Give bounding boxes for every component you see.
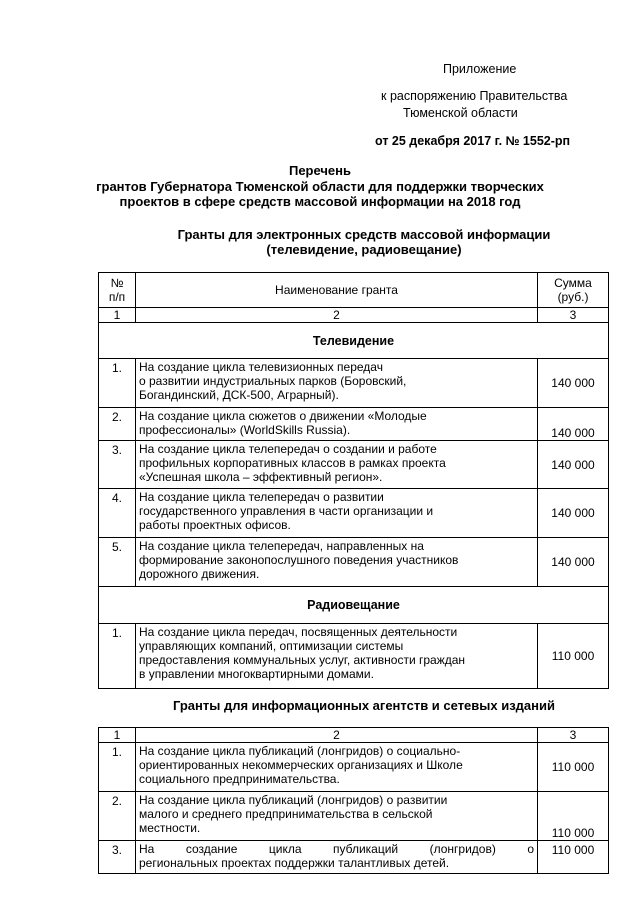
column-header-sum: Сумма (руб.) — [538, 273, 609, 308]
table-row — [99, 538, 609, 587]
row-number: 1. — [99, 359, 136, 408]
column-index-row — [99, 728, 609, 743]
grant-name: На создание цикла сюжетов о движении «Молодые профессионалы» (WorldSkills Russia). — [136, 408, 538, 441]
grant-name-line2: региональных проектах поддержки талантливых детей. — [139, 856, 450, 870]
decree-reference-line1: к распоряжению Правительства — [381, 89, 568, 103]
section-title-radio: Радиовещание — [99, 587, 609, 624]
grant-name — [136, 841, 538, 874]
column-index-row — [99, 308, 609, 323]
column-index: 1 — [99, 728, 136, 743]
table-row — [99, 359, 609, 408]
row-number: 1. — [99, 743, 136, 792]
table-row — [99, 624, 609, 689]
grant-sum: 110 000 — [538, 841, 609, 874]
table-row — [99, 408, 609, 441]
section2-heading: Гранты для информационных агентств и сетевых изданий — [172, 698, 555, 713]
grant-sum: 140 000 — [538, 441, 609, 489]
grant-name: На создание цикла публикаций (лонгридов) о развитии малого и среднего предпринимательства в сельской местности. — [136, 792, 538, 841]
grant-name-line1: На создание цикла публикаций (лонгридов) о — [139, 842, 534, 856]
column-header-name: Наименование гранта — [136, 273, 538, 308]
row-number: 4. — [99, 489, 136, 538]
table-row — [99, 743, 609, 792]
column-index: 2 — [136, 728, 538, 743]
table-row — [99, 441, 609, 489]
grant-sum: 140 000 — [538, 408, 609, 441]
grant-sum: 110 000 — [538, 743, 609, 792]
grant-name: На создание цикла телепередач о развитии государственного управления в части организации и работы проектных офисов. — [136, 489, 538, 538]
section-row-radio — [99, 587, 609, 624]
row-number: 5. — [99, 538, 136, 587]
section-title-television: Телевидение — [99, 323, 609, 359]
appendix-label: Приложение — [443, 62, 517, 76]
row-number: 3. — [99, 841, 136, 874]
grant-sum: 140 000 — [538, 489, 609, 538]
row-number: 1. — [99, 624, 136, 689]
decree-date: от 25 декабря 2017 г. № 1552-рп — [375, 134, 571, 148]
grant-sum: 110 000 — [538, 792, 609, 841]
row-number: 2. — [99, 792, 136, 841]
table-row — [99, 489, 609, 538]
grant-name: На создание цикла публикаций (лонгридов) о социально- ориентированных некоммерческих организациях и Школе социального предпринимательства. — [136, 743, 538, 792]
column-header-number: № п/п — [99, 273, 136, 308]
section1-heading-line2: (телевидение, радиовещание) — [266, 242, 462, 257]
row-number: 3. — [99, 441, 136, 489]
row-number: 2. — [99, 408, 136, 441]
column-index: 3 — [538, 728, 609, 743]
section1-heading-line1: Гранты для электронных средств массовой информации — [177, 227, 551, 242]
grants-table-electronic-media — [98, 272, 609, 689]
table-row — [99, 841, 609, 874]
grant-name: На создание цикла передач, посвященных деятельности управляющих компаний, оптимизации системы предоставления коммунальных услуг, активности граждан в управлении многоквартирными домами. — [136, 624, 538, 689]
column-index: 3 — [538, 308, 609, 323]
grant-sum: 140 000 — [538, 359, 609, 408]
grant-name: На создание цикла телевизионных передач о развитии индустриальных парков (Боровский, Богандинский, ДСК-500, Аграрный). — [136, 359, 538, 408]
decree-reference-line2: Тюменской области — [403, 106, 518, 120]
column-index: 2 — [136, 308, 538, 323]
grant-sum: 110 000 — [538, 624, 609, 689]
section-row-television — [99, 323, 609, 359]
grant-sum: 140 000 — [538, 538, 609, 587]
document-title-line1: Перечень — [288, 163, 352, 178]
document-title-line3: проектов в сфере средств массовой информации на 2018 год — [119, 194, 521, 209]
grant-name: На создание цикла телепередач о создании и работе профильных корпоративных классов в рамках проекта «Успешная школа – эффективный регион». — [136, 441, 538, 489]
document-title-line2: грантов Губернатора Тюменской области для поддержки творческих — [96, 179, 544, 194]
column-index: 1 — [99, 308, 136, 323]
grant-name: На создание цикла телепередач, направленных на формирование законопослушного поведения участников дорожного движения. — [136, 538, 538, 587]
table-header-row — [99, 273, 609, 308]
grants-table-news-agencies — [98, 727, 609, 874]
table-row — [99, 792, 609, 841]
